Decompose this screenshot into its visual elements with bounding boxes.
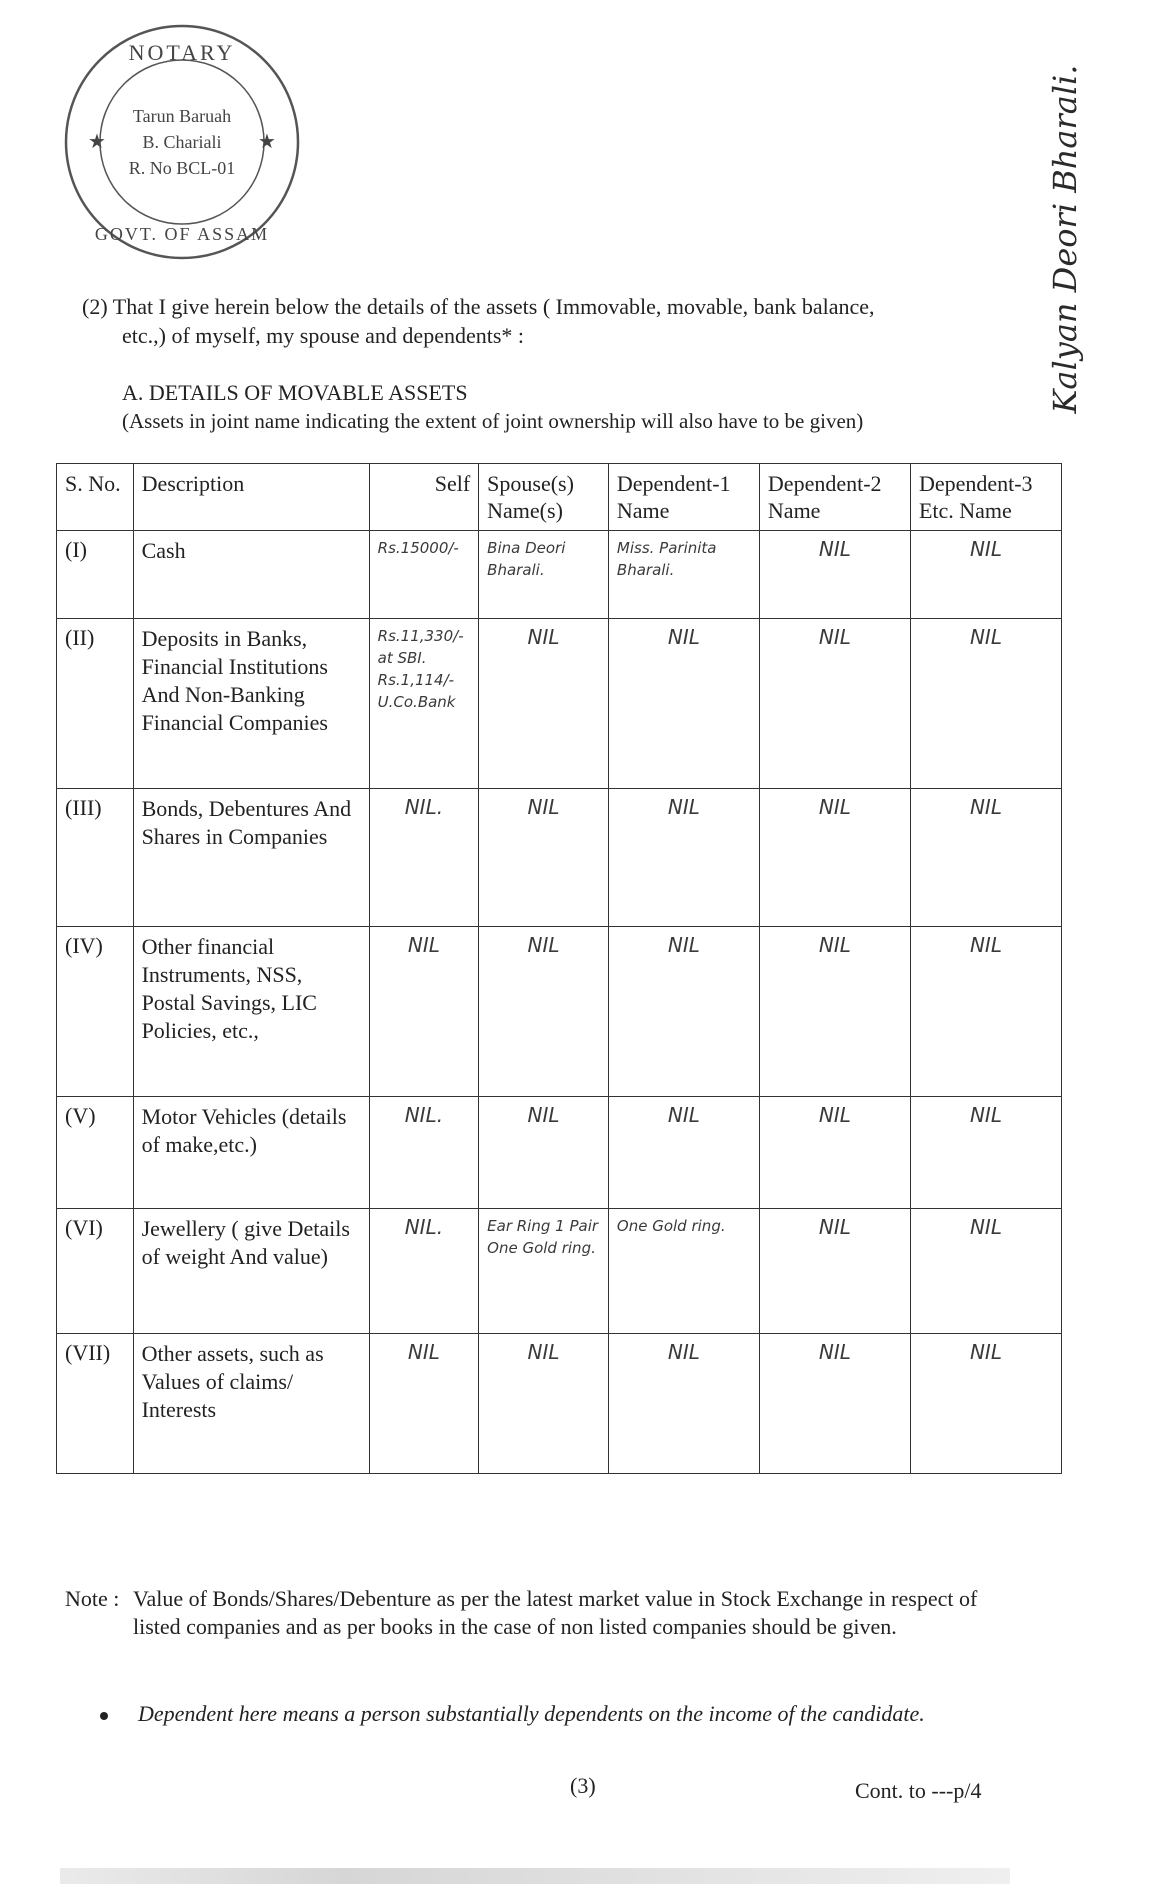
table-row — [57, 789, 1062, 927]
row-self: NIL — [369, 1334, 479, 1474]
row-self: NIL. — [369, 789, 479, 927]
table-row — [57, 1209, 1062, 1334]
row-dep1: NIL — [608, 619, 759, 789]
row-sno: (VI) — [57, 1209, 134, 1334]
row-dep1: NIL — [608, 1334, 759, 1474]
stamp-line2: B. Chariali — [142, 132, 222, 152]
row-dep2: NIL — [759, 1097, 910, 1209]
header-self: Self — [369, 464, 479, 531]
row-dep1: NIL — [608, 1097, 759, 1209]
row-spouse: NIL — [479, 1334, 609, 1474]
row-spouse: NIL — [479, 789, 609, 927]
row-sno: (II) — [57, 619, 134, 789]
row-dep2: NIL — [759, 789, 910, 927]
header-dependent-1: Dependent-1 Name — [608, 464, 759, 531]
row-self: NIL — [369, 927, 479, 1097]
stamp-bottom-text: GOVT. OF ASSAM — [94, 224, 270, 244]
note-label: Note : — [65, 1586, 120, 1611]
note — [65, 1585, 1025, 1641]
paragraph-2 — [82, 292, 1002, 350]
row-dep3: NIL — [910, 1209, 1061, 1334]
header-spouse: Spouse(s) Name(s) — [479, 464, 609, 531]
table-row — [57, 1334, 1062, 1474]
table-row — [57, 531, 1062, 619]
scan-smudge — [60, 1868, 1010, 1884]
movable-assets-table — [56, 463, 1062, 1474]
section-a — [122, 378, 1022, 436]
row-description: Other assets, such as Values of claims/ Interests — [133, 1334, 369, 1474]
table-row — [57, 619, 1062, 789]
dependent-footnote — [100, 1700, 960, 1728]
row-description: Bonds, Debentures And Shares in Companies — [133, 789, 369, 927]
row-self: Rs.15000/- — [369, 531, 479, 619]
row-dep3: NIL — [910, 619, 1061, 789]
section-a-title: A. DETAILS OF MOVABLE ASSETS — [122, 380, 468, 405]
row-self: NIL. — [369, 1209, 479, 1334]
row-self: NIL. — [369, 1097, 479, 1209]
row-description: Deposits in Banks, Financial Institutions And Non-Banking Financial Companies — [133, 619, 369, 789]
notary-stamp — [62, 22, 302, 262]
row-description: Jewellery ( give Details of weight And value) — [133, 1209, 369, 1334]
header-description: Description — [133, 464, 369, 531]
continued-label: Cont. to ---p/4 — [855, 1778, 982, 1803]
header-dependent-3: Dependent-3 Etc. Name — [910, 464, 1061, 531]
row-spouse: NIL — [479, 927, 609, 1097]
signature-text: Kalyan Deori Bharali. — [1046, 64, 1084, 414]
row-description: Motor Vehicles (details of make,etc.) — [133, 1097, 369, 1209]
stamp-top-text: NOTARY — [128, 40, 236, 65]
paragraph-2-line1: (2) That I give herein below the details of the assets ( Immovable, movable, bank balance, — [82, 294, 875, 319]
stamp-line1: Tarun Baruah — [132, 106, 232, 126]
row-dep2: NIL — [759, 1334, 910, 1474]
row-dep3: NIL — [910, 789, 1061, 927]
table-row — [57, 1097, 1062, 1209]
row-dep3: NIL — [910, 531, 1061, 619]
row-self: Rs.11,330/- at SBI. Rs.1,114/- U.Co.Bank — [369, 619, 479, 789]
row-dep2: NIL — [759, 531, 910, 619]
note-text: Value of Bonds/Shares/Debenture as per the latest market value in Stock Exchange in respect of listed companies and as per books in the case of non listed companies should be given. — [133, 1586, 978, 1639]
row-dep1: NIL — [608, 927, 759, 1097]
stamp-star-right: ★ — [258, 131, 276, 153]
row-sno: (I) — [57, 531, 134, 619]
row-sno: (III) — [57, 789, 134, 927]
row-dep3: NIL — [910, 927, 1061, 1097]
row-spouse: Ear Ring 1 Pair One Gold ring. — [479, 1209, 609, 1334]
stamp-star-left: ★ — [88, 131, 106, 153]
row-dep2: NIL — [759, 619, 910, 789]
table-header-row — [57, 464, 1062, 531]
row-sno: (V) — [57, 1097, 134, 1209]
table-row — [57, 927, 1062, 1097]
row-dep2: NIL — [759, 927, 910, 1097]
row-spouse: NIL — [479, 1097, 609, 1209]
paragraph-2-line2: etc.,) of myself, my spouse and dependents* : — [122, 323, 525, 348]
bullet-icon — [100, 1712, 108, 1720]
vertical-signature — [1030, 30, 1100, 440]
header-sno: S. No. — [57, 464, 134, 531]
row-dep1: NIL — [608, 789, 759, 927]
row-description: Cash — [133, 531, 369, 619]
row-sno: (VII) — [57, 1334, 134, 1474]
dependent-1-name: Miss. Parinita Bharali. — [608, 531, 759, 619]
page-number: (3) — [570, 1773, 596, 1798]
header-dependent-2: Dependent-2 Name — [759, 464, 910, 531]
row-sno: (IV) — [57, 927, 134, 1097]
row-spouse: NIL — [479, 619, 609, 789]
dependent-footnote-text: Dependent here means a person substantially dependents on the income of the candidate. — [138, 1701, 925, 1726]
stamp-line3: R. No BCL-01 — [128, 158, 236, 178]
row-description: Other financial Instruments, NSS, Postal Savings, LIC Policies, etc., — [133, 927, 369, 1097]
row-dep1: One Gold ring. — [608, 1209, 759, 1334]
spouse-name: Bina Deori Bharali. — [479, 531, 609, 619]
row-dep2: NIL — [759, 1209, 910, 1334]
row-dep3: NIL — [910, 1097, 1061, 1209]
section-a-subtitle: (Assets in joint name indicating the extent of joint ownership will also have to be given) — [122, 409, 864, 433]
row-dep3: NIL — [910, 1334, 1061, 1474]
